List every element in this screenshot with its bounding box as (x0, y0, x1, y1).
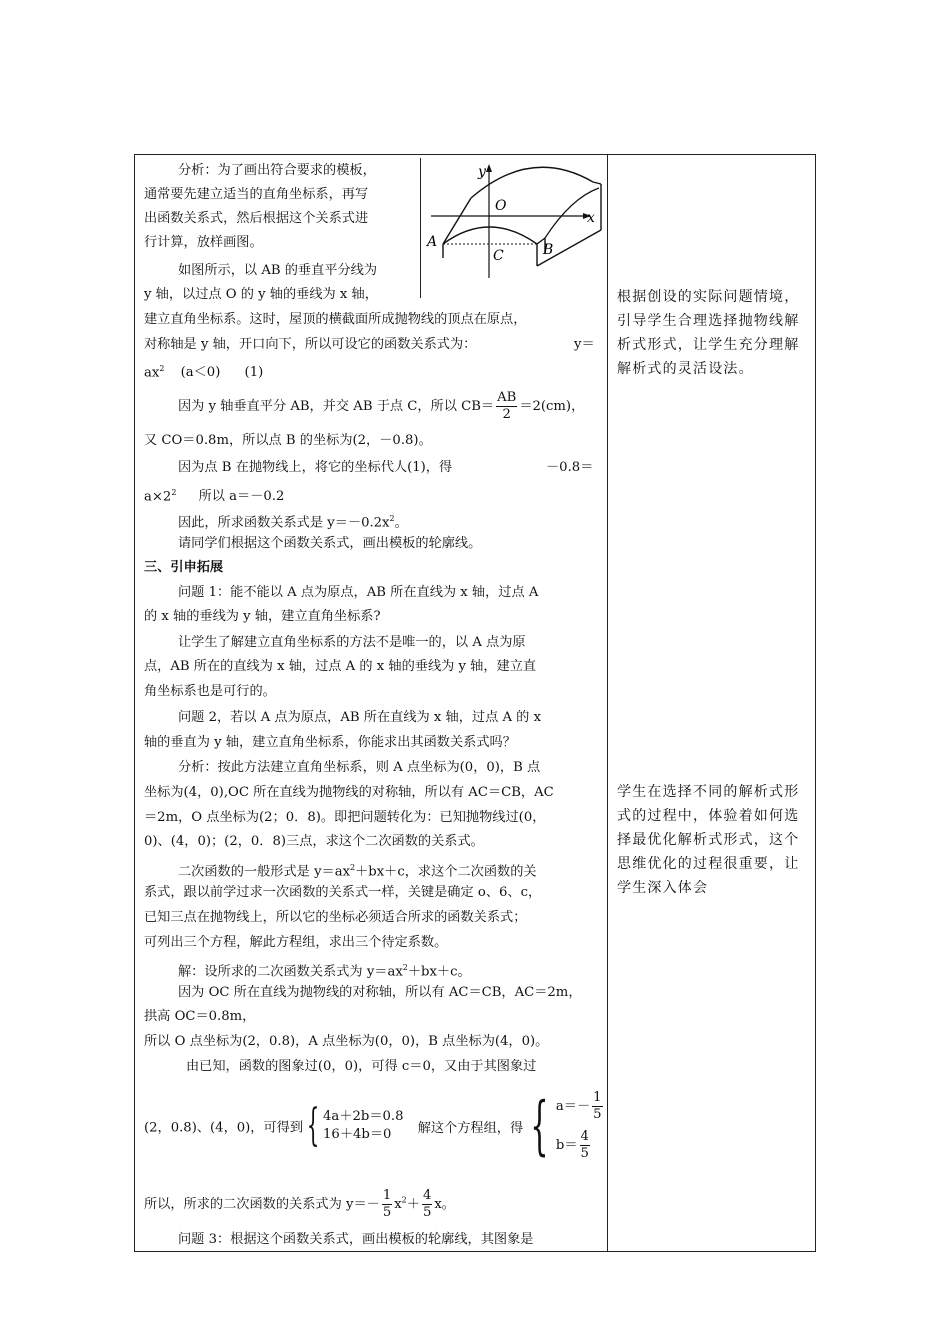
text-line: 轴的垂直为 y 轴，建立直角坐标系，你能求出其函数关系式吗？ (144, 735, 516, 750)
label-b: B (543, 242, 554, 258)
label-y: y (478, 164, 486, 180)
teaching-note-1: 根据创设的实际问题情境，引导学生合理选择抛物线解析式形式，让学生充分理解解析式的灵活设法。 (617, 289, 800, 377)
equation-line: (2，0.8)、(4，0)，可得到{ 4a＋2b＝0.8 16＋4b＝0 解这个方程组，得 { a＝－ $\frac{1}{5}$ b＝ $\frac{4}{5}$ (144, 1090, 605, 1162)
text-line: y＝ (574, 337, 595, 352)
text-line: 因为 OC 所在直线为抛物线的对称轴，所以有 AC＝CB，AC＝2m， (178, 985, 582, 1000)
text-line: 问题 3：根据这个函数关系式，画出模板的轮廓线，其图象是 (178, 1232, 534, 1247)
label-x: x (587, 210, 595, 226)
text-line: 解：设所求的二次函数关系式为 $y=ax^2+bx+c$。 (178, 963, 471, 980)
text-line: 行计算，放样画图。 (144, 235, 263, 250)
text-line: 的 x 轴的垂线为 y 轴，建立直角坐标系? (144, 609, 381, 624)
text-line: 0)、(4，0)；(2，0．8)三点，求这个二次函数的关系式。 (144, 834, 484, 849)
text-line: 所以，所求的二次函数的关系式为 y＝－ $\frac{1}{5}$ $x^2+$ $\frac{4}{5}$ x。 (144, 1188, 455, 1220)
text-line: 已知三点在抛物线上，所以它的坐标必须适合所求的函数关系式； (144, 910, 527, 925)
text-line: $ax^2$ (a＜0) (1) (144, 364, 264, 381)
text-line: 请同学们根据这个函数关系式，画出模板的轮廓线。 (178, 536, 482, 551)
text-line: 因为 y 轴垂直平分 AB，并交 AB 于点 C，所以 CB＝ $\frac{AB}{2}$ ＝2(cm)， (178, 390, 585, 422)
text-line: 如图所示，以 AB 的垂直平分线为 (178, 263, 378, 278)
column-divider (607, 154, 608, 1252)
text-line: 所以 O 点坐标为(2，0.8)，A 点坐标为(0，0)，B 点坐标为(4，0)。 (144, 1034, 549, 1049)
roof-template-diagram (421, 158, 607, 298)
text-line: 因此，所求函数关系式是 $y=-0.2x^2$。 (178, 514, 408, 531)
label-c: C (493, 248, 504, 264)
label-o: O (495, 198, 507, 214)
text-line: 由已知，函数的图象过(0，0)，可得 c＝0，又由于其图象过 (186, 1059, 537, 1074)
label-a: A (427, 234, 438, 250)
text-line: 点，AB 所在的直线为 x 轴，过点 A 的 x 轴的垂线为 y 轴，建立直 (144, 659, 537, 674)
teaching-note-2: 学生在选择不同的解析式形式的过程中，体验着如何选择最优化解析式形式，这个思维优化的过程很重要，让学生深入体会 (617, 784, 800, 896)
text-line: 又 CO＝0.8m，所以点 B 的坐标为(2，－0.8)。 (144, 433, 432, 448)
text-line: 拱高 OC＝0.8m， (144, 1009, 256, 1024)
equation-system: 4a＋2b＝0.8 16＋4b＝0 (323, 1109, 404, 1142)
text-line: 通常要先建立适当的直角坐标系，再写 (144, 187, 369, 202)
text-line: 让学生了解建立直角坐标系的方法不是唯一的，以 A 点为原 (178, 635, 526, 650)
text-line: 可列出三个方程，解此方程组，求出三个待定系数。 (144, 935, 448, 950)
text-line: ＝2m，O 点坐标为(2；0．8)。即把问题转化为：已知抛物线过(0， (144, 810, 546, 825)
text-line: 系式，跟以前学过求一次函数的关系式一样，关键是确定 o、6、c， (144, 885, 542, 900)
text-line: 角坐标系也是可行的。 (144, 684, 276, 699)
text-line: 分析：为了画出符合要求的模板， (178, 163, 376, 178)
text-line: 坐标为(4，0),OC 所在直线为抛物线的对称轴，所以有 AC＝CB，AC (144, 785, 554, 800)
coordinate-figure (420, 158, 607, 298)
text-line: 二次函数的一般形式是 $y=ax^2+bx+c$，求这个二次函数的关 (178, 863, 537, 880)
text-line: 建立直角坐标系。这时，屋顶的横截面所成抛物线的顶点在原点， (144, 312, 527, 327)
text-line: 出函数关系式，然后根据这个关系式进 (144, 211, 369, 226)
text-line: 问题 1：能不能以 A 点为原点，AB 所在直线为 x 轴，过点 A (178, 585, 539, 600)
text-line: $a\times 2^2$ 所以 a＝－0.2 (144, 488, 285, 505)
text-line: 因为点 B 在抛物线上，将它的坐标代人(1)，得 (178, 460, 453, 475)
text-line: 对称轴是 y 轴，开口向下，所以可设它的函数关系式为： (144, 337, 477, 352)
text-line: 分析：按此方法建立直角坐标系，则 A 点坐标为(0，0)，B 点 (178, 760, 541, 775)
section-heading: 三、引申拓展 (144, 560, 224, 575)
text-line: －0.8＝ (546, 460, 594, 475)
text-line: 问题 2，若以 A 点为原点，AB 所在直线为 x 轴，过点 A 的 x (178, 710, 542, 725)
solution-system: a＝－ $\frac{1}{5}$ b＝ $\frac{4}{5}$ (555, 1090, 602, 1161)
text-line: y 轴，以过点 O 的 y 轴的垂线为 x 轴， (144, 287, 378, 302)
